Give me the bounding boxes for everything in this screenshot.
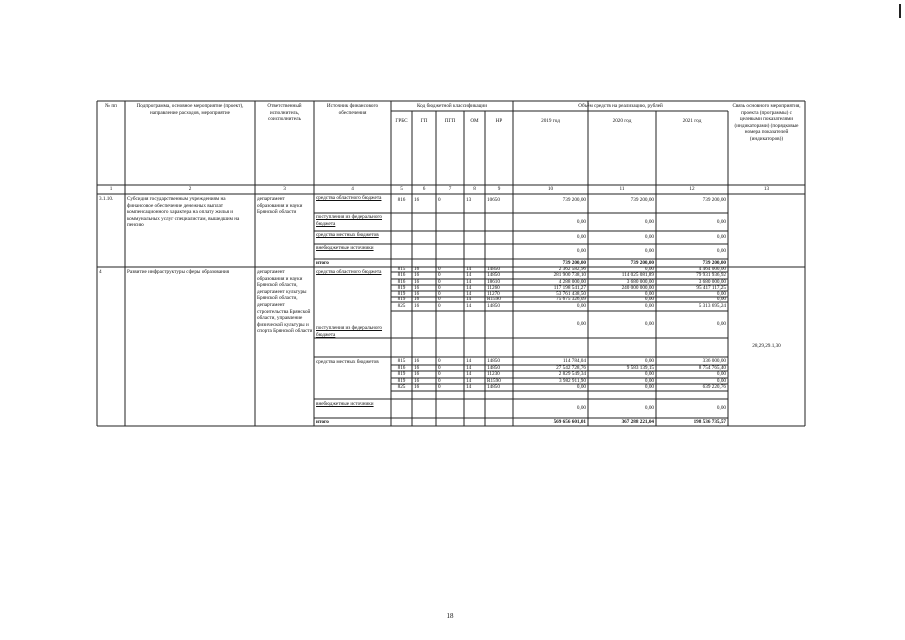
regional-row-y2019: 53 761 438,50 <box>556 290 586 297</box>
header-executor: Ответственный исполнитель, соисполнитель <box>267 103 302 123</box>
regional-row-om: 14 <box>466 284 472 291</box>
column-number: 6 <box>422 186 426 193</box>
block1-total-y2019: 739 200,00 <box>562 259 586 266</box>
local-row-om: 14 <box>466 371 472 378</box>
regional-row-nr: 14850 <box>487 272 500 279</box>
regional-row-y2019: 75 675 326,09 <box>556 296 586 303</box>
regional-row-gp: 16 <box>414 296 420 303</box>
column-number: 7 <box>448 186 452 193</box>
regional-row-y2020: 0,00 <box>644 266 654 273</box>
column-number: 11 <box>619 186 625 193</box>
local-row-nr: 14850 <box>487 357 500 364</box>
local-row-y2019: 114 784,04 <box>562 357 586 364</box>
block1-y2021: 0,00 <box>716 218 726 225</box>
regional-row-y2021: 0,00 <box>716 296 726 303</box>
block2-total-label: итого <box>316 418 329 425</box>
block2-total-y2019: 569 656 601,01 <box>553 418 586 425</box>
block1-source: средства областного бюджета <box>316 195 382 201</box>
column-number: 2 <box>188 186 192 193</box>
regional-row-pgp: 0 <box>438 278 441 285</box>
regional-row-y2020: 240 000 000,00 <box>621 284 654 291</box>
header-om: ОМ <box>470 118 479 124</box>
local-row-pgp: 0 <box>438 377 441 384</box>
block1-y2019: 0,00 <box>576 234 586 241</box>
local-row-gp: 16 <box>414 377 420 384</box>
regional-row-gp: 16 <box>414 266 420 273</box>
regional-row-y2020: 114 025 081,89 <box>621 272 654 279</box>
regional-row-pgp: 0 <box>438 296 441 303</box>
regional-row-nr: 14850 <box>487 303 500 310</box>
block2-total-y2020: 367 288 221,04 <box>621 418 654 425</box>
local-row-grbs: 815 <box>397 357 406 364</box>
block1-y2019: 0,00 <box>576 218 586 225</box>
regional-row-grbs: 816 <box>397 278 406 285</box>
block2-num: 4 <box>99 269 102 275</box>
regional-row-y2020: 0,00 <box>644 290 654 297</box>
regional-row-y2020: 0,00 <box>644 296 654 303</box>
regional-row-y2021: 79 931 936,92 <box>696 272 726 279</box>
local-row-y2019: 0,00 <box>576 384 586 391</box>
local-row-pgp: 0 <box>438 357 441 364</box>
regional-row-nr: R1590 <box>487 296 501 303</box>
local-row-y2020: 0,00 <box>644 384 654 391</box>
block2-local-source: средства местных бюджетов <box>316 359 379 365</box>
column-number: 10 <box>547 186 554 193</box>
regional-row-gp: 16 <box>414 303 420 310</box>
block1-y2020: 0,00 <box>644 248 654 255</box>
block1-grbs: 816 <box>397 196 406 203</box>
block1-total-y2020: 739 200,00 <box>630 259 654 266</box>
block1-y2021: 739 200,00 <box>702 196 726 203</box>
block2-regional-source: средства областного бюджета <box>316 269 382 275</box>
regional-row-om: 14 <box>466 296 472 303</box>
header-code-group: Код бюджетной классификации <box>416 103 487 109</box>
column-number: 12 <box>689 186 695 193</box>
local-row-pgp: 0 <box>438 384 441 391</box>
local-row-nr: 11230 <box>487 371 500 378</box>
local-row-gp: 16 <box>414 357 420 364</box>
regional-row-grbs: 819 <box>397 296 406 303</box>
regional-row-pgp: 0 <box>438 303 441 310</box>
block1-num: 3.1.10. <box>99 196 114 202</box>
header-y2019: 2019 год <box>541 118 560 124</box>
block2-total-y2021: 198 536 735,57 <box>693 418 726 425</box>
local-row-nr: 14850 <box>487 364 500 371</box>
column-number: 1 <box>109 186 113 193</box>
local-row-pgp: 0 <box>438 371 441 378</box>
header-y2021: 2021 год <box>682 118 702 124</box>
block1-pgp: 0 <box>438 196 441 203</box>
local-row-y2021: 0,00 <box>716 377 726 384</box>
local-row-pgp: 0 <box>438 364 441 371</box>
block1-y2021: 0,00 <box>716 234 726 241</box>
federal-y2021: 0,00 <box>716 321 726 328</box>
regional-row-gp: 16 <box>414 278 420 285</box>
regional-row-y2021: 95 417 117,25 <box>696 284 726 291</box>
header-pgp: ПГП <box>444 118 456 124</box>
header-y2020: 2020 год <box>612 118 632 124</box>
header-program: Подпрограмма, основное мероприятие (проект), направление расходов, мероприятие <box>136 103 244 116</box>
regional-row-nr: 11260 <box>487 284 500 291</box>
local-row-nr: 14850 <box>487 384 500 391</box>
regional-row-y2019: 4 288 000,00 <box>558 278 586 285</box>
local-row-y2021: 0,00 <box>716 371 726 378</box>
regional-row-nr: 11270 <box>487 290 500 297</box>
regional-row-pgp: 0 <box>438 290 441 297</box>
regional-row-gp: 16 <box>414 272 420 279</box>
local-row-grbs: 819 <box>397 377 406 384</box>
block2-name: Развитие инфраструктуры сферы образования <box>127 269 230 275</box>
block2-link: 28,29,29.1,30 <box>752 343 781 350</box>
regional-row-y2019: 0,00 <box>576 303 586 310</box>
regional-row-grbs: 819 <box>397 284 406 291</box>
local-row-y2021: 639 220,76 <box>702 384 726 391</box>
regional-row-pgp: 0 <box>438 284 441 291</box>
local-row-y2020: 9 583 139,15 <box>626 364 654 371</box>
regional-row-nr: 14850 <box>487 266 500 273</box>
header-link: Связь основного мероприятия, проекта (программы) с целевыми показателями (индикаторами) (порядковые номера показателей (индикаторов)) <box>732 103 801 142</box>
header-volume-group: Объём средств на реализацию, рублей <box>578 103 663 109</box>
local-row-gp: 16 <box>414 364 420 371</box>
local-row-grbs: 825 <box>397 384 406 391</box>
column-number: 5 <box>400 186 403 193</box>
local-row-gp: 16 <box>414 384 420 391</box>
header-gp: ГП <box>420 118 428 124</box>
local-row-y2019: 2 829 549,34 <box>558 371 586 378</box>
block1-total-y2021: 739 200,00 <box>702 259 726 266</box>
regional-row-om: 14 <box>466 266 472 273</box>
column-number: 9 <box>497 186 501 193</box>
regional-row-om: 14 <box>466 290 472 297</box>
block1-y2019: 739 200,00 <box>562 196 586 203</box>
header-num: № пп <box>105 103 117 109</box>
column-number: 4 <box>351 186 354 193</box>
block1-nr: 10650 <box>487 196 500 203</box>
block1-source: средства местных бюджетов <box>316 232 379 238</box>
local-row-om: 14 <box>466 377 472 384</box>
block1-y2019: 0,00 <box>576 248 586 255</box>
regional-row-grbs: 819 <box>397 290 406 297</box>
block1-source: внебюджетные источники <box>316 245 374 251</box>
regional-row-y2019: 2 362 582,96 <box>558 266 586 273</box>
block1-y2021: 0,00 <box>716 248 726 255</box>
regional-row-y2021: 3 680 000,00 <box>698 278 726 285</box>
local-row-y2020: 0,00 <box>644 377 654 384</box>
regional-row-gp: 16 <box>414 290 420 297</box>
regional-row-pgp: 0 <box>438 266 441 273</box>
regional-row-y2021: 4 464 000,00 <box>698 266 726 273</box>
federal-y2020: 0,00 <box>644 321 654 328</box>
local-row-y2020: 0,00 <box>644 371 654 378</box>
local-row-om: 14 <box>466 364 472 371</box>
regional-row-y2020: 3 680 000,00 <box>626 278 654 285</box>
extra-y2021: 0,00 <box>716 405 726 412</box>
block1-gp: 16 <box>414 196 420 203</box>
header-source: Источник финансового обеспечения <box>326 103 379 116</box>
extra-y2019: 0,00 <box>576 405 586 412</box>
regional-row-y2021: 0,00 <box>716 290 726 297</box>
regional-row-gp: 16 <box>414 284 420 291</box>
regional-row-y2019: 117 198 541,27 <box>553 284 586 291</box>
column-number: 8 <box>473 186 476 193</box>
block1-source: поступления из федерального бюджета <box>316 214 383 227</box>
regional-row-grbs: 825 <box>397 303 406 310</box>
local-row-nr: R1590 <box>487 377 501 384</box>
local-row-y2020: 0,00 <box>644 357 654 364</box>
regional-row-grbs: 816 <box>397 272 406 279</box>
header-grbs: ГРБС <box>395 118 408 124</box>
block1-executor: департамент образования и науки Брянской области <box>257 196 303 216</box>
regional-row-om: 14 <box>466 272 472 279</box>
page-number: 18 <box>446 612 454 620</box>
block1-om: 13 <box>466 196 472 203</box>
local-row-grbs: 816 <box>397 364 406 371</box>
block1-total-label: итого <box>316 259 329 266</box>
block1-name: Субсидия государственным учреждениям на финансовое обеспечение денежных выплат компенсационного характера на оплату жилья и коммунальных услуг специалистам, вышедшим на пенсию <box>127 196 240 229</box>
block1-y2020: 0,00 <box>644 218 654 225</box>
local-row-y2021: 336 000,00 <box>702 357 726 364</box>
regional-row-y2019: 281 900 738,10 <box>553 272 586 279</box>
extra-y2020: 0,00 <box>644 405 654 412</box>
local-row-grbs: 819 <box>397 371 406 378</box>
header-nr: НР <box>495 118 503 124</box>
block2-federal-source: поступления из федерального бюджета <box>316 325 383 338</box>
column-number: 3 <box>283 186 286 193</box>
regional-row-y2020: 0,00 <box>644 303 654 310</box>
block1-y2020: 0,00 <box>644 234 654 241</box>
block2-executor: департамент образования и науки Брянской области, департамент культуры Брянской области, департамент строительства Брянской области, управление физической культуры и спорта Брянской области <box>257 269 313 335</box>
local-row-gp: 16 <box>414 371 420 378</box>
local-row-y2019: 27 542 728,76 <box>556 364 586 371</box>
local-row-y2019: 3 982 911,90 <box>558 377 586 384</box>
local-row-om: 14 <box>466 357 472 364</box>
local-row-y2021: 8 754 765,40 <box>698 364 726 371</box>
regional-row-om: 14 <box>466 278 472 285</box>
federal-y2019: 0,00 <box>576 321 586 328</box>
regional-row-om: 14 <box>466 303 472 310</box>
regional-row-grbs: 815 <box>397 266 406 273</box>
regional-row-pgp: 0 <box>438 272 441 279</box>
block2-extra-source: внебюджетные источники <box>316 401 374 407</box>
column-number: 13 <box>763 186 770 193</box>
local-row-om: 14 <box>466 384 472 391</box>
regional-row-y2021: 5 313 695,24 <box>698 303 726 310</box>
regional-row-nr: 18610 <box>487 278 500 285</box>
block1-y2020: 739 200,00 <box>630 196 654 203</box>
